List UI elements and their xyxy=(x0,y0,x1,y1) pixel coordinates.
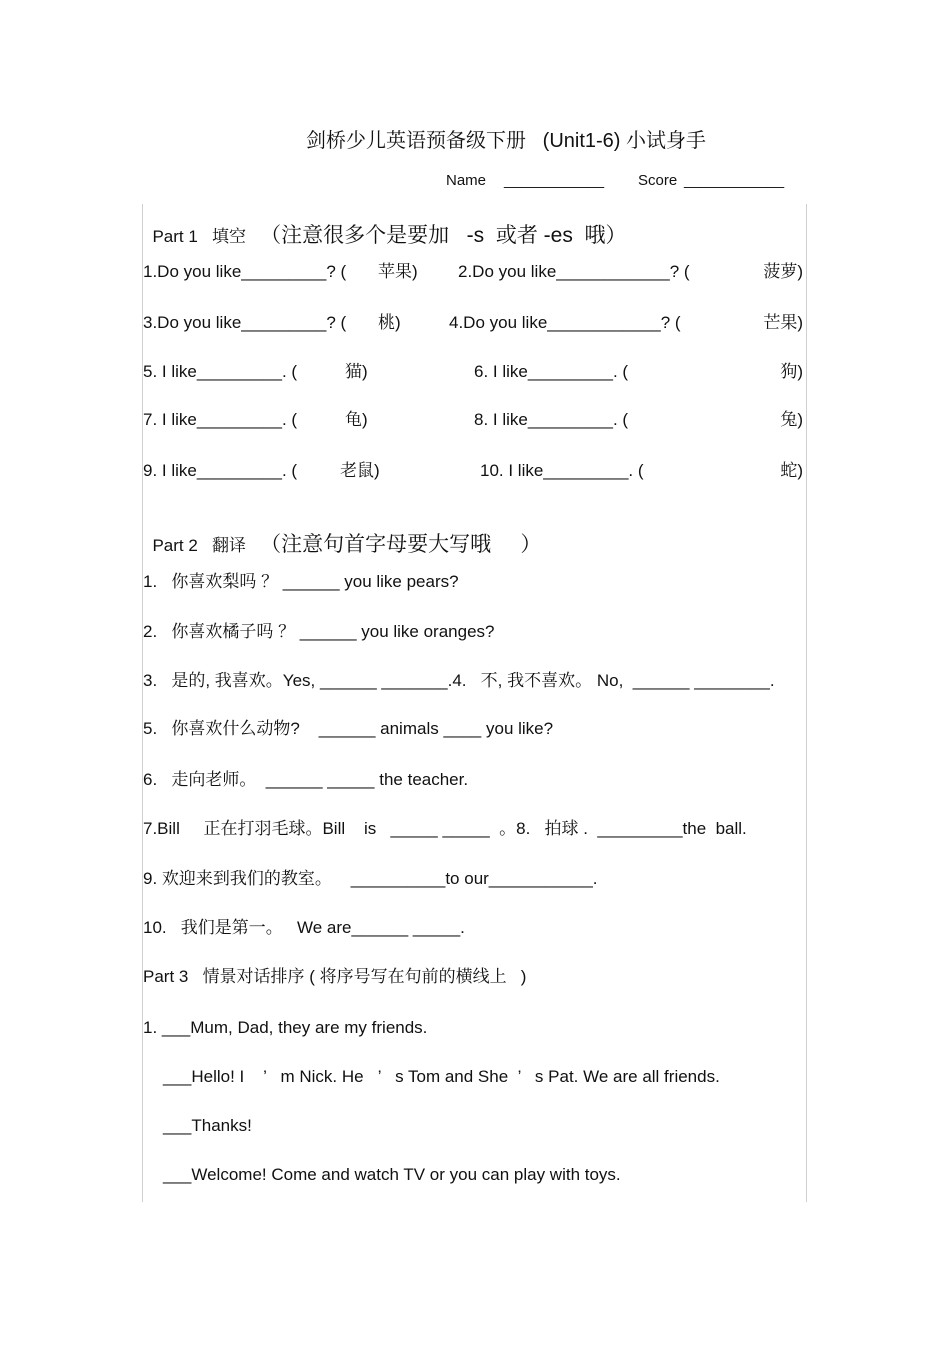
part1-q10-hint: 蛇) xyxy=(780,461,803,480)
part1-heading-label: Part 1 填空 xyxy=(152,227,261,246)
part3-item-2: ___Hello! I ’ m Nick. He ’ s Tom and She ’ s Pat. We are all friends. xyxy=(163,1067,720,1086)
part1-q5-hint: 猫) xyxy=(345,362,368,381)
page-right-border xyxy=(806,204,807,1202)
part2-heading-note: （注意句首字母要大写哦 ） xyxy=(260,533,542,556)
part1-q9: 9. I like_________. ( xyxy=(143,461,298,480)
part2-item-7: 9. 欢迎来到我们的教室。 __________to our___________. xyxy=(143,869,598,888)
part2-item-5: 6. 走向老师。 ______ _____ the teacher. xyxy=(143,770,469,789)
part1-q8-hint: 兔) xyxy=(780,410,803,429)
name-blank: ____________ xyxy=(504,172,605,189)
score-blank: ____________ xyxy=(684,172,785,189)
part1-q3-hint: 桃) xyxy=(378,313,401,332)
part2-item-6: 7.Bill 正在打羽毛球。Bill is _____ _____ 。8. 拍球 . _________the ball. xyxy=(143,819,747,838)
part1-q2: 2.Do you like____________? ( xyxy=(458,262,690,281)
part3-item-1: 1. ___Mum, Dad, they are my friends. xyxy=(143,1018,428,1037)
part2-item-1: 1. 你喜欢梨吗 ？ ______ you like pears? xyxy=(143,572,459,591)
part1-q1-hint: 苹果) xyxy=(378,262,418,281)
part2-item-2: 2. 你喜欢橘子吗 ？ ______ you like oranges? xyxy=(143,622,495,641)
part1-heading-note: （注意很多个是要加 -s 或者 -es 哦） xyxy=(260,224,627,247)
part3-item-3: ___Thanks! xyxy=(163,1116,252,1135)
part3-heading: Part 3 情景对话排序 ( 将序号写在句前的横线上 ) xyxy=(143,967,527,986)
part1-q6: 6. I like_________. ( xyxy=(474,362,629,381)
part1-q9-hint: 老鼠) xyxy=(340,461,380,480)
part1-q1: 1.Do you like_________? ( xyxy=(143,262,347,281)
part3-item-4: ___Welcome! Come and watch TV or you can play with toys. xyxy=(163,1165,621,1184)
part2-item-8: 10. 我们是第一。 We are______ _____. xyxy=(143,918,465,937)
worksheet-title: 剑桥少儿英语预备级下册 (Unit1-6) 小试身手 xyxy=(305,130,707,152)
part1-q7: 7. I like_________. ( xyxy=(143,410,298,429)
part1-q7-hint: 龟) xyxy=(345,410,368,429)
part2-heading-label: Part 2 翻译 xyxy=(152,536,261,555)
part1-q3: 3.Do you like_________? ( xyxy=(143,313,347,332)
part2-heading xyxy=(143,517,541,555)
score-label: Score xyxy=(638,172,678,189)
part1-q5: 5. I like_________. ( xyxy=(143,362,298,381)
page-left-border xyxy=(142,204,143,1202)
part1-q10: 10. I like_________. ( xyxy=(480,461,644,480)
part1-q2-hint: 菠萝) xyxy=(763,262,803,281)
part2-item-3: 3. 是的, 我喜欢。Yes, ______ _______.4. 不, 我不喜欢。 No, ______ ________. xyxy=(143,671,775,690)
part1-q4-hint: 芒果) xyxy=(763,313,803,332)
part1-heading xyxy=(143,208,627,246)
part1-q4: 4.Do you like____________? ( xyxy=(449,313,681,332)
name-label: Name xyxy=(446,172,487,189)
part1-q6-hint: 狗) xyxy=(780,362,803,381)
part2-item-4: 5. 你喜欢什么动物? ______ animals ____ you like? xyxy=(143,719,554,738)
part1-q8: 8. I like_________. ( xyxy=(474,410,629,429)
